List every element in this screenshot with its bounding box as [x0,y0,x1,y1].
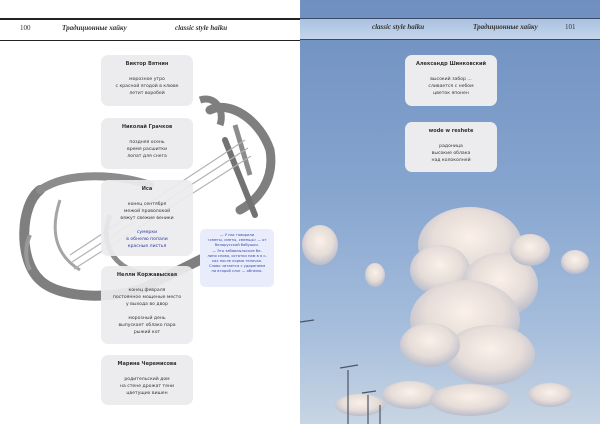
poem-card [405,122,497,172]
poem-card [405,55,497,106]
poem-card [101,118,193,169]
poem-verse: сумерки в обнелю попали красные листья [126,229,168,250]
poem-card [101,266,193,344]
right-page [300,0,600,424]
poem-author: wode w reshete [428,128,474,134]
poem-author: Нелли Коржавыская [116,272,178,278]
poem-card [101,355,193,405]
poem-verse: морозный день выпускает облако пара рыжий кот [118,315,176,336]
section-title-en: classic style haiku [372,23,425,31]
poem-author: Иса [141,186,153,192]
right-page-header [300,18,600,40]
page-number: 101 [565,23,576,31]
poem-card [101,55,193,106]
section-title: Традиционные хайку [62,24,127,32]
section-title: Традиционные хайку [473,23,538,31]
poem-author: Марина Черемисова [117,361,177,367]
page-number: 100 [20,24,31,32]
poem-verse: конец сентября межой проволокой вяжут свежие веники [120,202,174,222]
poem-author: Николай Грачков [121,124,173,130]
footnote-box: — У нас говорили «сметы, сметы, сменщь» — от белорусской бабушки. — Это забавлыльское бе- лино слово, остатки нам в я с- ках после корма телочка. Слово читается с ударением на второй слог — обнелю. [200,229,274,287]
poem-verse: высокий забор ... сливается с небом цветок японен [428,77,474,97]
poem-author: Виктор Вятнин [125,61,169,67]
poem-verse: конец февраля постоянное мощеные место у выхода во двор [112,288,182,308]
poem-verse: поздняя осень время расшитки лопат для снега [126,140,168,160]
poem-verse: радоница высокие облака над колоколней [431,144,471,164]
poem-author: Александр Шинковский [416,61,486,67]
poem-card [101,180,193,256]
poem-verse: морозное утро с красной ягодой в клюве летит воробей [115,77,179,97]
section-title-en: classic style haiku [175,24,228,32]
poem-verse: родительский дом на стене дрожат тени цветущих вишен [119,377,175,397]
